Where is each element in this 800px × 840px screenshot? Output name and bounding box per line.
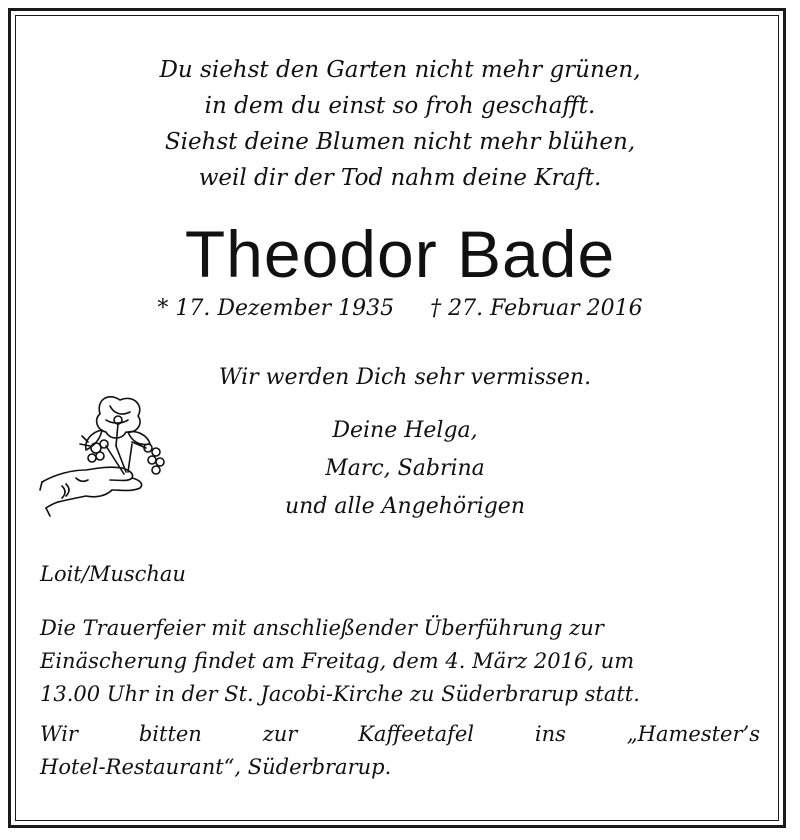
reception-word: zur: [262, 722, 298, 746]
reception-line-2: Hotel-Restaurant“, Süderbrarup.: [40, 755, 392, 779]
hand-holding-flowers-icon: [36, 386, 186, 526]
reception-paragraph: [40, 718, 760, 784]
poem-line: in dem du einst so froh geschafft.: [204, 93, 596, 119]
poem-line: Siehst deine Blumen nicht mehr blühen,: [164, 129, 636, 155]
place-line: Loit/Muschau: [40, 562, 186, 586]
deceased-name: Theodor Bade: [184, 217, 616, 291]
mourners-list: [210, 412, 600, 526]
mourner-line: Deine Helga,: [332, 418, 478, 443]
reception-word: ins: [534, 722, 566, 746]
birth-date: * 17. Dezember 1935: [157, 296, 395, 321]
reception-line-1: [40, 718, 760, 751]
ceremony-paragraph: [40, 612, 760, 711]
ceremony-line: 13.00 Uhr in der St. Jacobi-Kirche zu Süderbrarup statt.: [40, 682, 640, 706]
mourner-line: Marc, Sabrina: [325, 456, 485, 481]
reception-word: bitten: [138, 722, 202, 746]
ceremony-line: Die Trauerfeier mit anschließender Überführung zur: [40, 616, 604, 640]
reception-word: Kaffeetafel: [358, 722, 475, 746]
poem-line: weil dir der Tod nahm deine Kraft.: [198, 165, 602, 191]
farewell-message: Wir werden Dich sehr vermissen.: [218, 365, 592, 390]
poem-line: Du siehst den Garten nicht mehr grünen,: [159, 57, 641, 83]
death-date: † 27. Februar 2016: [430, 296, 643, 321]
reception-word: „Hamester’s: [626, 722, 760, 746]
mourner-line: und alle Angehörigen: [284, 494, 525, 519]
memorial-poem: [0, 52, 800, 196]
life-dates: [0, 296, 800, 321]
ceremony-line: Einäscherung findet am Freitag, dem 4. März 2016, um: [40, 649, 635, 673]
reception-word: Wir: [40, 722, 78, 746]
